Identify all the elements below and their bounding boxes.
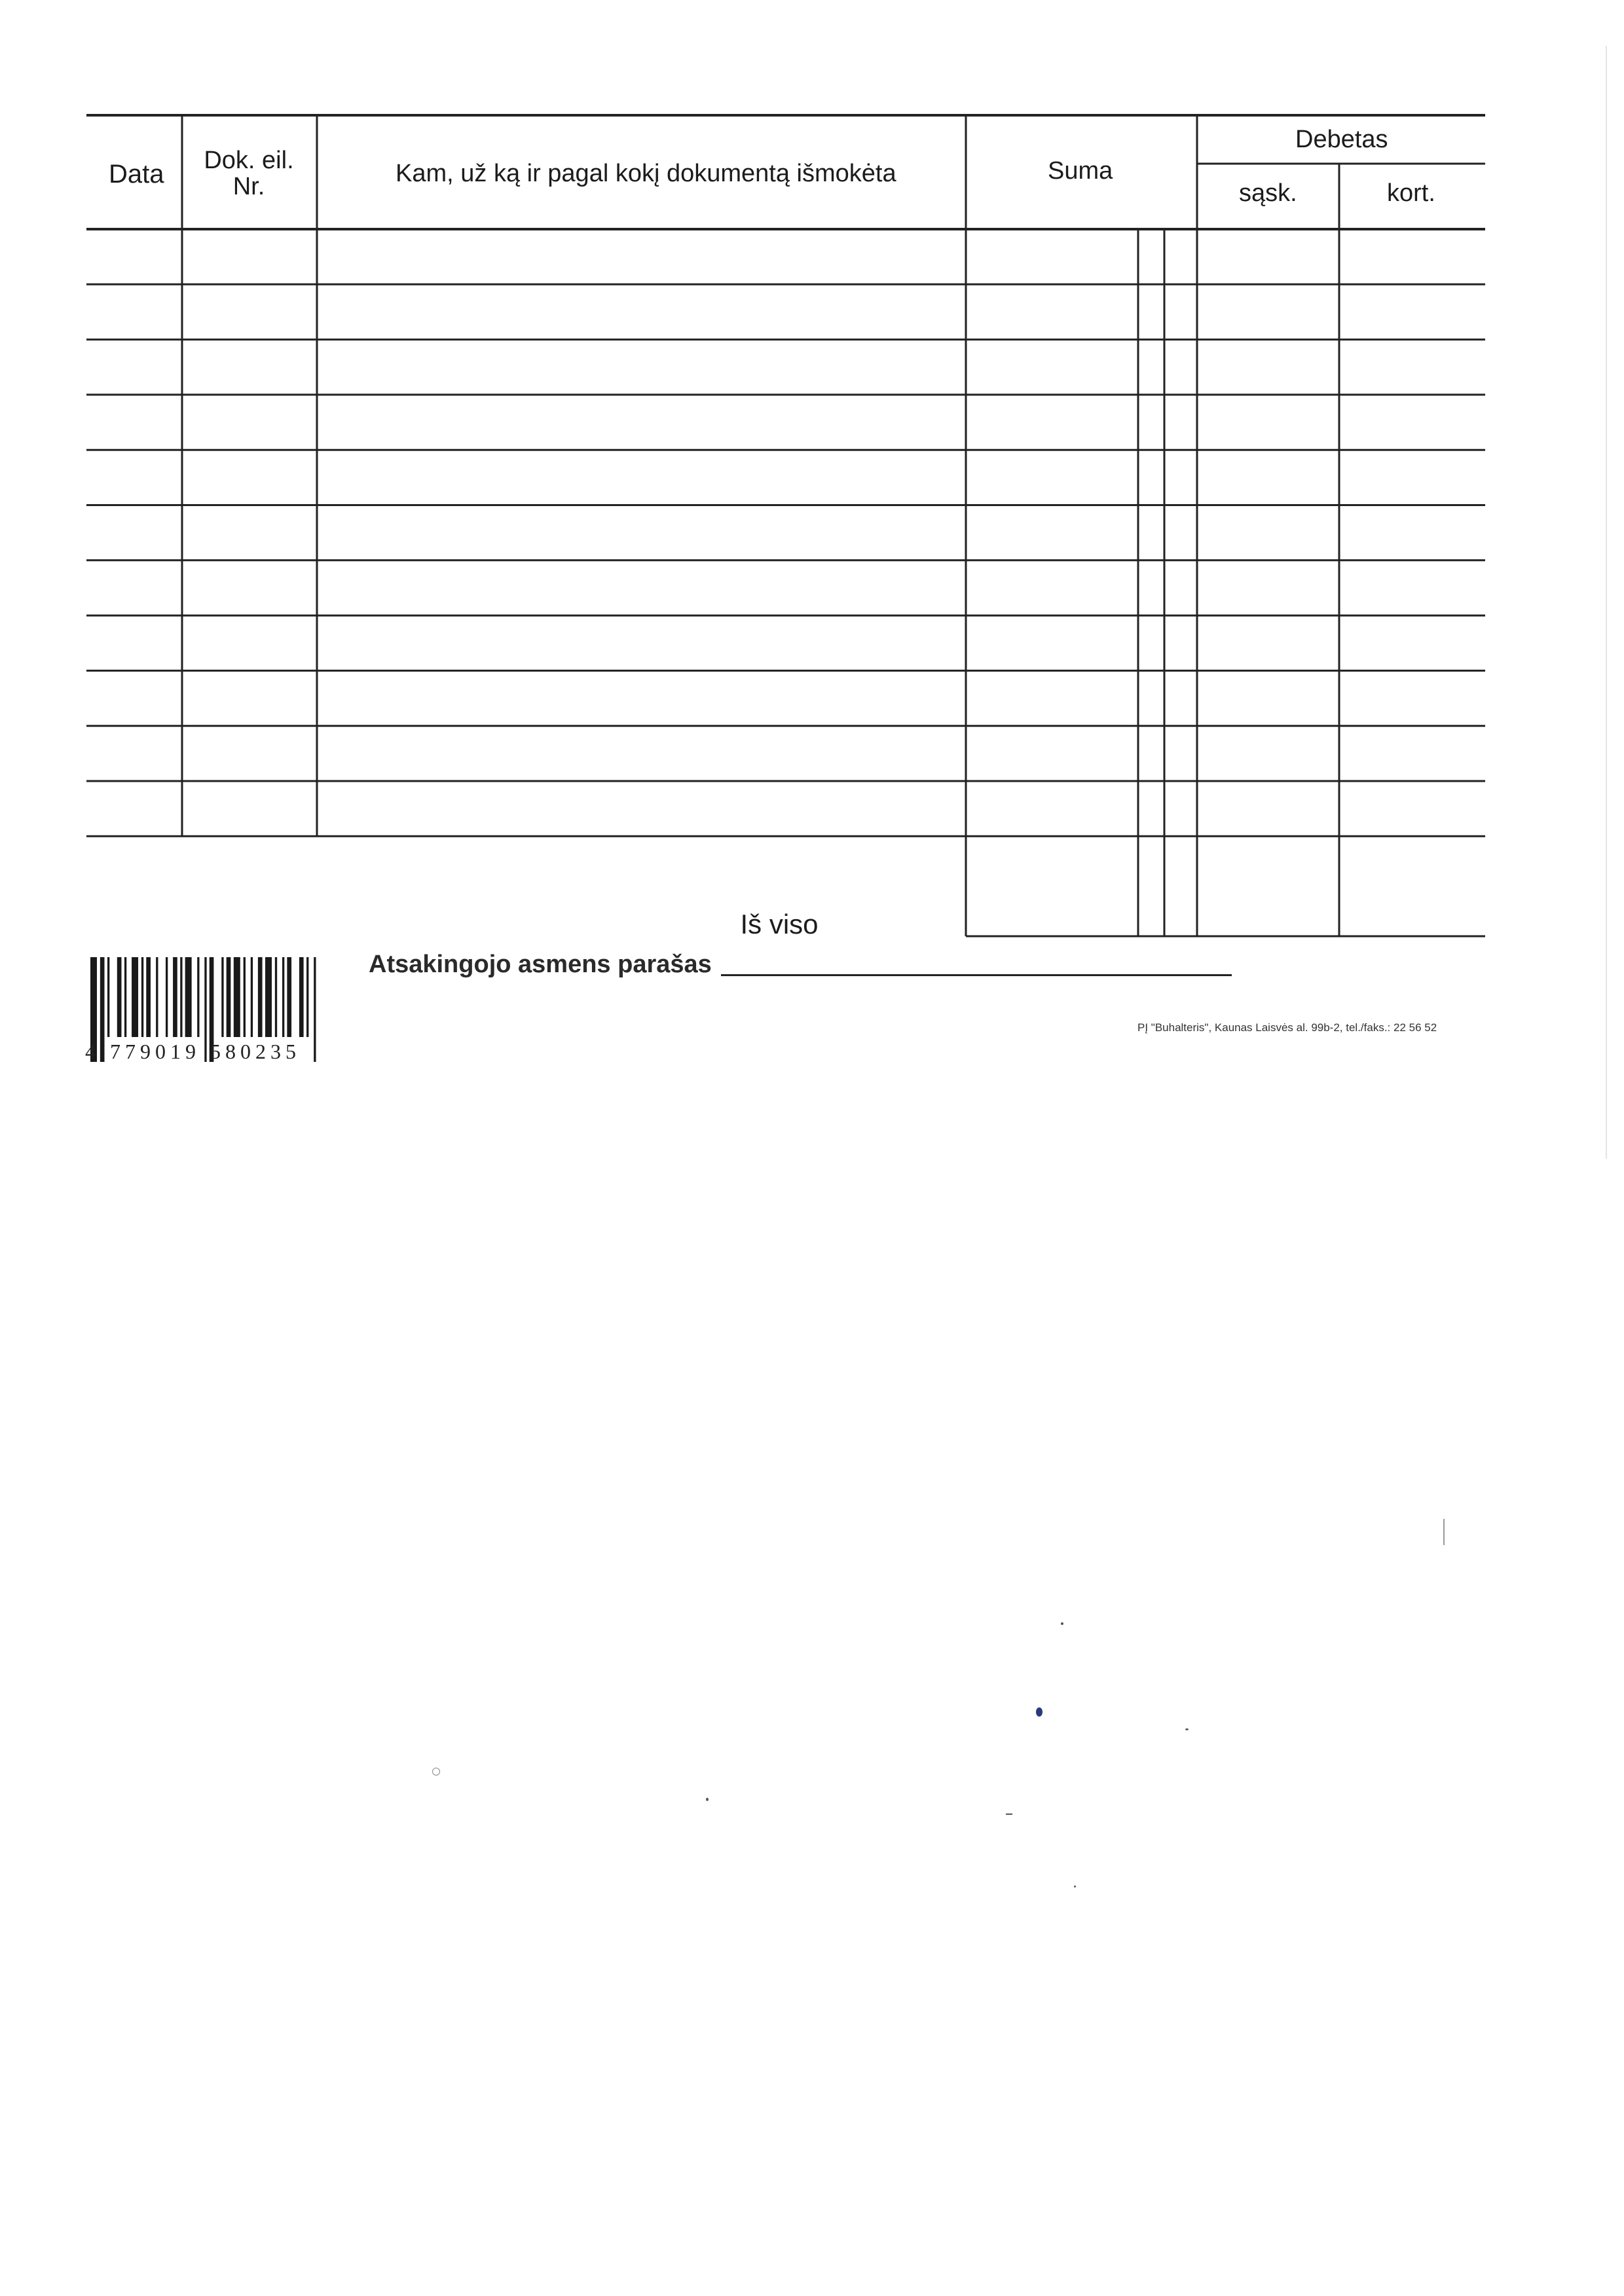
barcode-bar [227, 957, 231, 1037]
barcode-bar [244, 957, 246, 1037]
header-doc-no-line1: Dok. eil. [204, 147, 294, 174]
scan-speck [1074, 1886, 1076, 1887]
header-amount: Suma [1048, 157, 1113, 185]
barcode-bar [299, 957, 304, 1037]
total-label: Iš viso [740, 909, 819, 939]
signature-line[interactable] [721, 974, 1232, 976]
barcode-bar [221, 957, 223, 1037]
barcode-bar [197, 957, 199, 1037]
header-account: sąsk. [1239, 179, 1297, 207]
header-correspondent: kort. [1387, 179, 1435, 207]
scan-speck [706, 1798, 709, 1801]
barcode-bar [258, 957, 263, 1037]
barcode-bar [141, 957, 143, 1037]
barcode-bar [173, 957, 177, 1037]
signature-row [369, 951, 1232, 979]
barcode-bar [287, 957, 291, 1037]
barcode-bar [275, 957, 277, 1037]
header-doc-no [182, 148, 316, 199]
scan-speck [1036, 1707, 1043, 1717]
barcode-bar [251, 957, 253, 1037]
header-doc-no-line2: Nr. [232, 173, 265, 200]
barcode-bar [180, 957, 182, 1037]
barcode-bar [156, 957, 158, 1037]
barcode-bar [107, 957, 109, 1037]
barcode-bar [185, 957, 192, 1037]
header-purpose: Kam, už ką ir pagal kokį dokumentą išmokėta [396, 160, 896, 187]
publisher-note: PĮ "Buhalteris", Kaunas Laisvės al. 99b-2, tel./faks.: 22 56 52 [1137, 1021, 1437, 1034]
barcode-bar [117, 957, 122, 1037]
header-debit: Debetas [1295, 126, 1388, 153]
header-date: Data [109, 160, 164, 189]
scan-speck [1185, 1728, 1189, 1730]
scan-speck [432, 1768, 440, 1776]
barcode-bar [146, 957, 151, 1037]
barcode-bar [306, 957, 308, 1037]
barcode-bar [282, 957, 284, 1037]
barcode-bar [132, 957, 138, 1037]
barcode-bar [124, 957, 126, 1037]
barcode-bar [234, 957, 240, 1037]
signature-label: Atsakingojo asmens parašas [369, 951, 712, 978]
barcode-digits: 4 779019 580235 [85, 1040, 301, 1063]
barcode-bar [314, 957, 316, 1062]
barcode-bar [265, 957, 272, 1037]
barcode-bar [166, 957, 168, 1037]
scan-speck [1061, 1622, 1063, 1625]
scan-speck [1443, 1519, 1445, 1545]
scan-speck [1006, 1813, 1012, 1815]
